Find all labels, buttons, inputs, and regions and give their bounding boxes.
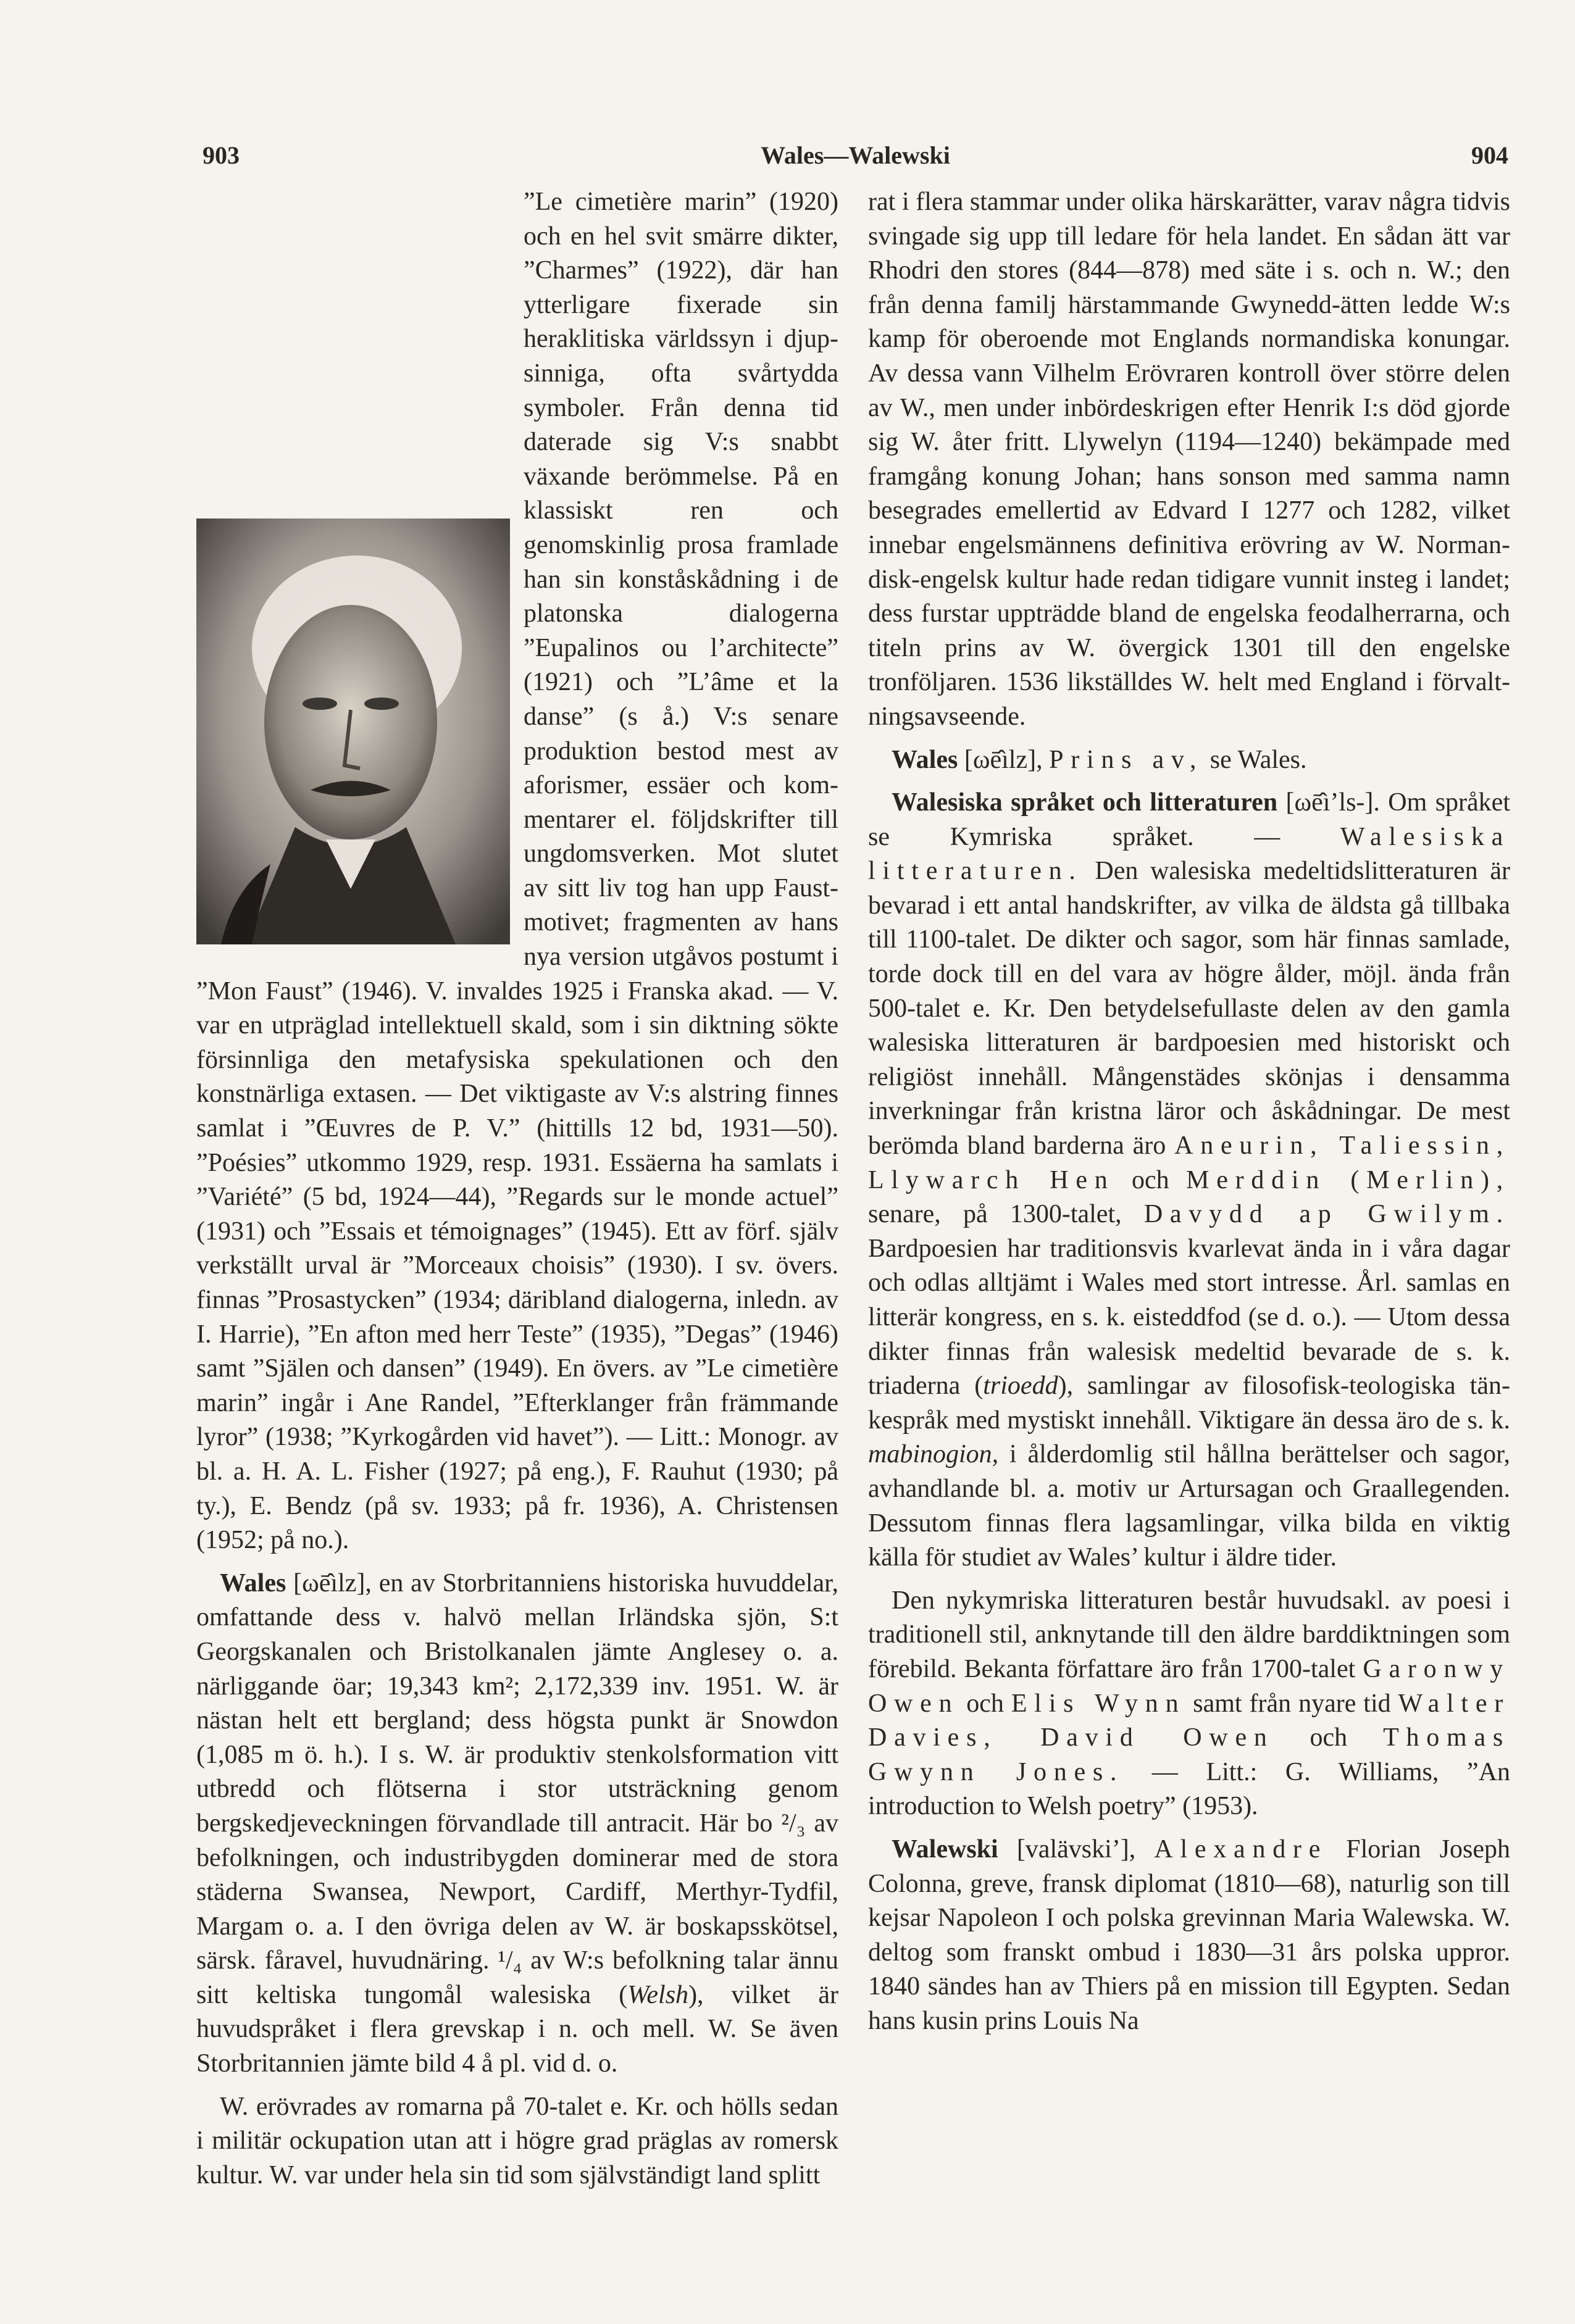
prins-spaced: Prins av, xyxy=(1049,745,1204,774)
page-number-right: 904 xyxy=(1471,141,1508,169)
wl-text-a: [ωē̂ı’ls-]. Om språket se Kymriska språket. — xyxy=(868,788,1510,851)
headword-walesiska: Walesiska språket och litteraturen xyxy=(892,788,1278,817)
portrait-image xyxy=(196,519,510,944)
author-4: Thomas Gwynn Jones. xyxy=(868,1723,1510,1786)
walewski-spaced: Alexandre xyxy=(1154,1835,1328,1864)
term-trioedd: trioedd xyxy=(983,1372,1058,1401)
walewski-text-b: Florian Joseph Colonna, greve, fransk diplomat (1810—68), naturlig son till kejsar Napoleon I och polska grevinnan Maria Walewska. W. deltog som franskt ombud i 1830—31 års polska uppror. 1840 sändes han av Thiers på en mission till Egypten. Sedan hans kusin prins Louis Na xyxy=(868,1835,1510,2035)
term-mabinogion: mabinogion, xyxy=(868,1440,999,1469)
term-welsh: Welsh xyxy=(627,1980,689,2009)
running-title: Wales—Walewski xyxy=(761,141,950,169)
author-3: Walter Davies, David Owen xyxy=(868,1689,1511,1752)
entry-prins-av-wales xyxy=(868,743,1510,778)
modern-text-c: samt från nyare tid xyxy=(1185,1689,1398,1718)
wl-text-e: Bardpoesien har traditionsvis kvarlevat ända in i våra dagar och odlas alltjämt i Wales med stort intresse. Årl. samlas en litterär kongress, en s. k. eisteddfod (se d. o.). — Utom dessa dikter finnas från walesisk medeltid bevarade de s. k. triaderna ( xyxy=(868,1234,1510,1401)
headword-wales-prins: Wales xyxy=(892,745,958,774)
bard-names-2: Merddin (Merlin), xyxy=(1186,1165,1510,1194)
wl-text-c: och xyxy=(1114,1165,1187,1194)
wl-text-f: ), samlingar av filosofisk-teologiska tänkespråk med mystiskt innehåll. Viktigare än dessa äro de s. k. xyxy=(868,1372,1510,1435)
author-1: Garonwy Owen xyxy=(868,1654,1510,1718)
entry-walesiska xyxy=(868,786,1510,1575)
modern-text-d: och xyxy=(1274,1723,1384,1752)
wales-history-continued: rat i flera stammar under olika härskarätter, varav några tidvis svingade sig upp till ledare för hela landet. En sådan ätt var Rhodri den stores (844—878) med säte i s. och n. W.; den från denna familj härstammande Gwynedd-ätten ledde W:s kamp för oberoende mot Englands normandiska konungar. Av dessa vann Vilhelm Erövraren kontroll över större delen av W., men under inbördeskrigen efter Henrik I:s död gjorde sig W. åter fritt. Llywelyn (1194—1240) bekämpade med framgång konung Johan; hans sonson med samma namn besegrades emellertid av Edvard I 1277 och 1282, vilket innebar engelsmännens definitiva erövring av W. Normandisk-engelsk kultur hade redan tidigare vunnit insteg i landet; dess furstar uppträdde bland de engelska feodalherrarna, och titeln prins av W. övergick 1301 till den engelske tronföljaren. 1536 likställdes W. helt med England i förvaltningsavseende. xyxy=(868,188,1510,731)
author-2: Elis Wynn xyxy=(1011,1689,1186,1718)
wl-text-g: i ålderdomlig stil hållna berättelser och sagor, avhandlande bl. a. motiv ur Artursagan och Graallegenden. Dessutom finnas flera lagsamlingar, vilka bilda en viktig källa för studiet av Wales’ kultur i äldre tider. xyxy=(868,1440,1510,1572)
right-column xyxy=(868,185,1510,2038)
modern-text-e: — Litt.: G. Williams, ”An introduction to Welsh poetry” (1953). xyxy=(868,1757,1510,1821)
modern-text-b: och xyxy=(959,1689,1011,1718)
wl-text-d: senare, på 1300-talet, xyxy=(868,1200,1144,1229)
bard-names-1: Aneurin, Taliessin, Llywarch Hen xyxy=(868,1131,1510,1194)
entry-wales xyxy=(196,1567,838,2081)
headword-wales: Wales xyxy=(220,1568,286,1597)
wales-text-b: ), vilket är huvudspråket i flera grevskap i n. och mell. W. Se även Storbritannien jämte bild 4 å pl. vid d. o. xyxy=(196,1980,839,2078)
prins-text-a: [ωē̂ılz], xyxy=(958,745,1050,774)
entry-walewski xyxy=(868,1833,1510,2039)
wales-history: W. erövrades av romarna på 70-talet e. Kr. och hölls sedan i militär ockupation utan att i högre grad präglas av romersk kultur. W. var under hela sin tid som självständigt land splitt xyxy=(196,2092,838,2189)
page-number-left: 903 xyxy=(203,141,240,169)
bard-names-3: Davydd ap Gwilym. xyxy=(1143,1200,1510,1229)
modern-literature xyxy=(868,1584,1510,1824)
valery-continuation: ”Le cimetière marin” (1920) och en hel svit smärre dikter, ”Charmes” (1922), där han ytterligare fixerade sin heraklitiska världssyn i djupsinniga, ofta svårtydda symboler. Från denna tid daterade sig V:s snabbt växande berömmelse. På en klassiskt ren och genomskinlig prosa framlade han sin konståskådning i de platonska dialogerna ”Eupalinos ou l’architecte” (1921) och ”L’âme et la danse” (s å.) V:s senare produktion bestod mest av aforismer, essäer och kommentarer el. följdskrifter till ungdomsverken. Mot slutet av sitt liv tog han upp Faust-motivet; fragmenten av hans nya version utgåvos postumt i ”Mon Faust” (1946). V. invaldes 1925 i Franska akad. — V. var en utpräglad intellektuell skald, som i sin diktning sökte försinnliga den metafysiska spekulationen och den konstnärliga extasen. — Det viktigaste av V:s alstring finnes samlat i ”Œuvres de P. V.” (hittills 12 bd, 1931—50). ”Poésies” utkommo 1929, resp. 1931. Essäerna ha samlats i ”Variété” (5 bd, 1924—44), ”Regards sur le monde actuel” (1931) och ”Essais et témoignages” (1945). Ett av förf. själv verkställt urval är ”Morceaux choisis” (1930). I sv. övers. finnas ”Prosastycken” (1934; däribland dialogerna, inledn. av I. Harrie), ”En afton med herr Teste” (1935), ”Degas” (1946) samt ”Själen och dansen” (1949). En övers. av ”Le cimetière marin” ingår i Ane Randel, ”Efterklanger från främmande lyror” (1938; ”Kyrkogården vid havet”). — Litt.: Monogr. av bl. a. H. A. L. Fisher (1927; på eng.), F. Rauhut (1930; på ty.), E. Bendz (på sv. 1933; på fr. 1936), A. Christensen (1952; på no.). xyxy=(196,188,838,1555)
walewski-text-a: [valävski’], xyxy=(998,1835,1155,1864)
prins-text-b: se Wales. xyxy=(1203,745,1307,774)
headword-walewski: Walewski xyxy=(892,1835,998,1864)
wl-text-b: Den walesiska medeltidslitteraturen är bevarad i ett antal handskrifter, av vilka de äldsta gå tillbaka till 1100-talet. De dikter och sagor, som här finnas samlade, torde dock till en del vara av högre ålder, möjl. ända från 500-talet e. Kr. Den betydelsefullaste delen av den gamla walesiska litteraturen är bardpoesien med historiskt och religiöst innehåll. Mångenstädes skönjas i densamma inverkningar från kristna läror och åskådningar. De mest berömda bland barderna äro xyxy=(868,857,1510,1160)
modern-text-a: Den nykymriska litteraturen består huvudsakl. av poesi i traditionell stil, anknytande till den äldre barddiktningen som förebild. Bekanta författare äro från 1700-talet xyxy=(868,1586,1510,1683)
portrait-photo xyxy=(196,185,510,944)
wales-text-a: [ωē̂ılz], en av Storbritanniens historiska huvuddelar, omfattande dess v. halvö mellan Irländska sjön, S:t Georgskanalen och Bristolkanalen jämte Anglesey o. a. närliggande öar; 19,343 km²; 2,172,339 inv. 1951. W. är nästan helt ett bergland; dess högsta punkt är Snowdon (1,085 m ö. h.). I s. W. är produktiv stenkolsformation vitt utbredd och flötserna i stor utsträckning genom bergskedjeveckningen förvandlade till antracit. Här bo ²/₃ av befolkningen, och industribygden dominerar med de stora städerna Swansea, Newport, Cardiff, Merthyr-Tydfil, Margam o. a. I den övriga delen av W. är boskapsskötsel, särsk. fåravel, huvudnäring. ¹/₄ av W:s befolkning talar ännu sitt keltiska tungomål walesiska ( xyxy=(196,1568,838,2009)
wl-spaced: Walesiska litteraturen. xyxy=(868,822,1510,886)
left-column xyxy=(196,185,838,2193)
running-header xyxy=(203,141,1508,178)
